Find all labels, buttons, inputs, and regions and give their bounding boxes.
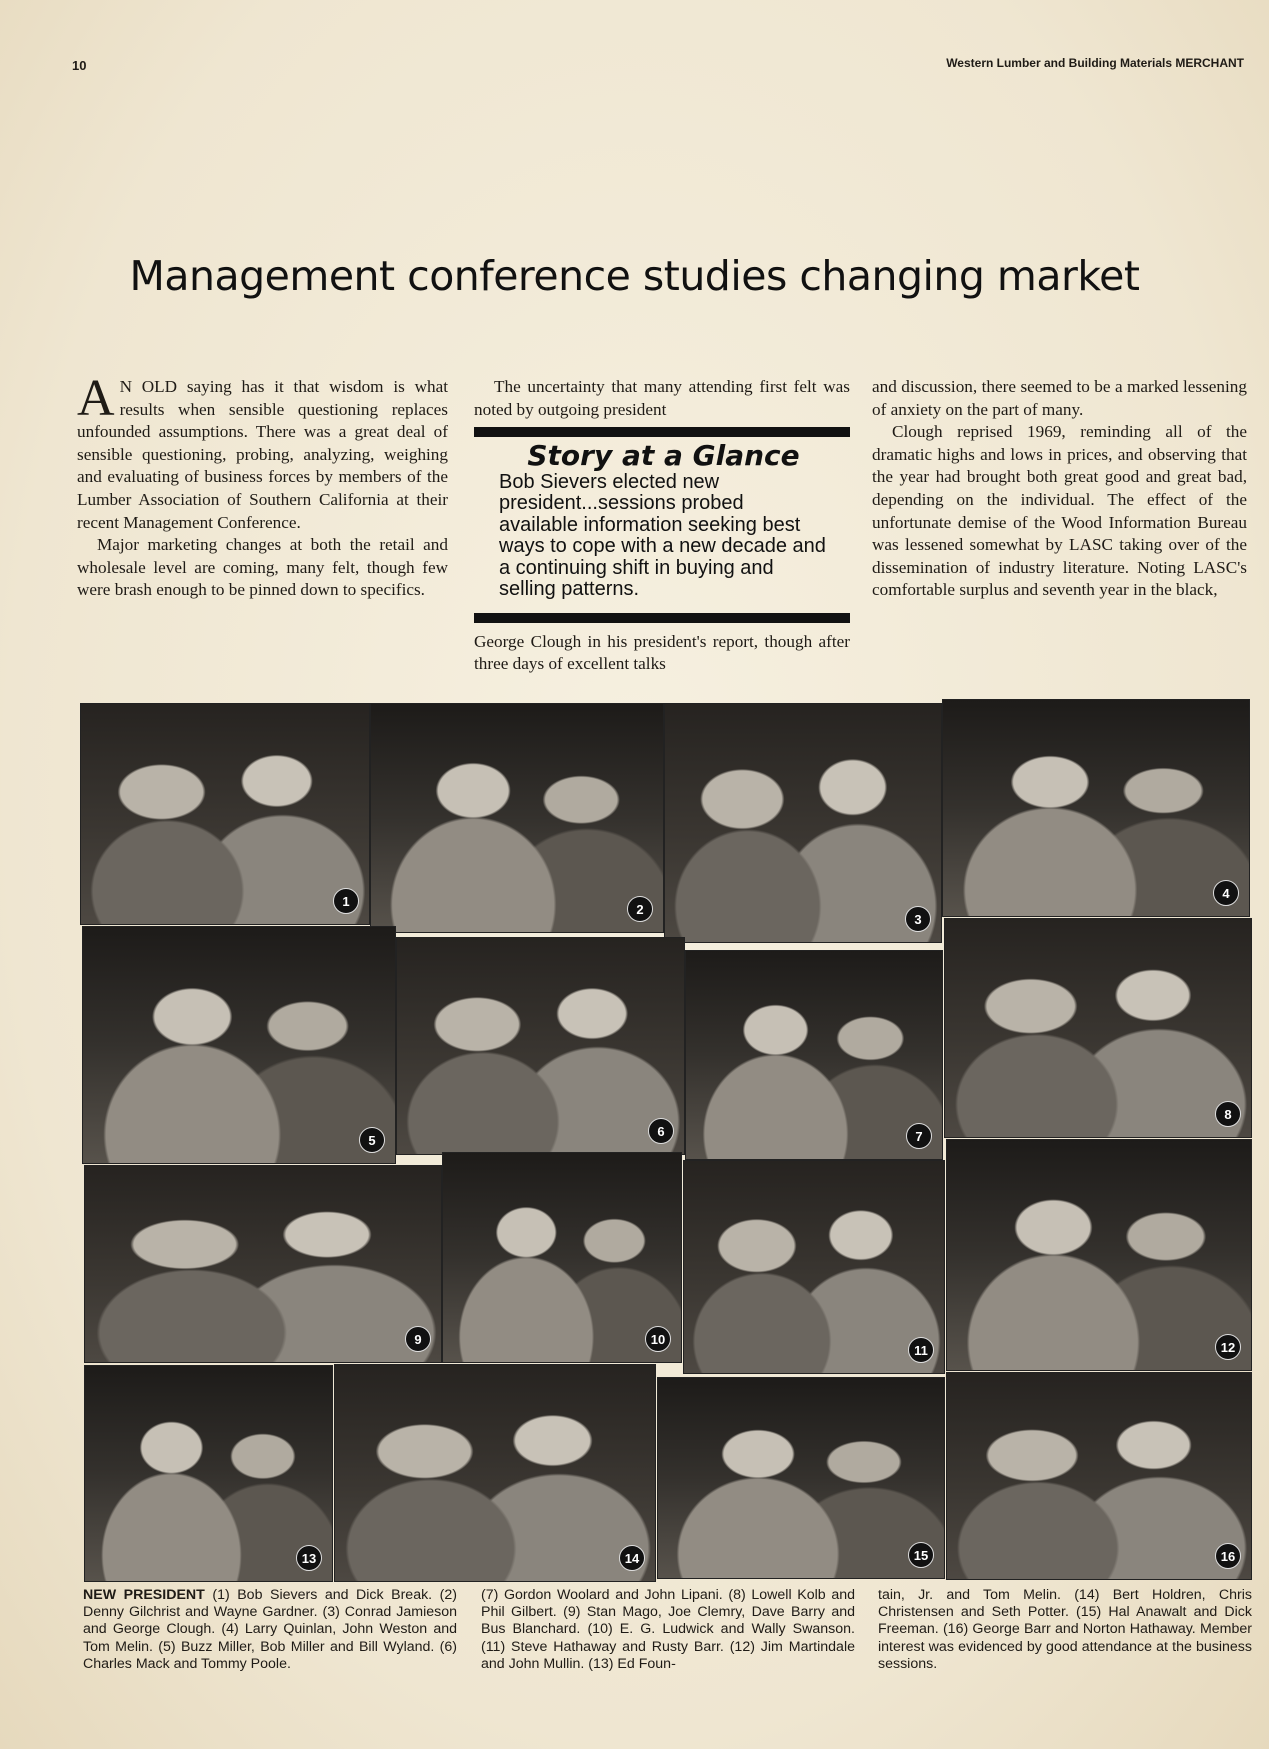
headline: Management conference studies changing market (129, 252, 1140, 300)
photo-3 (664, 703, 942, 943)
photo-number-badge: 15 (908, 1542, 934, 1568)
photo-16 (946, 1372, 1252, 1580)
photo-number-badge: 13 (296, 1545, 322, 1571)
photo-number-badge: 11 (908, 1337, 934, 1363)
article-paragraph: Clough reprised 1969, reminding all of the dramatic highs and lows in prices, and observing that the year had brought both great good and great bad, depending on the individual. The effect of the unfortunate demise of the Wood Information Bureau was lessened somewhat by LASC taking over of the dissemination of industry literature. Noting LASC's comfortable surplus and seventh year in the black, (872, 422, 1247, 600)
photo-number-badge: 2 (627, 896, 653, 922)
article-column-3 (872, 376, 1247, 602)
photo-13 (84, 1365, 333, 1582)
page-number: 10 (72, 58, 87, 73)
article-column-1 (77, 370, 448, 602)
photo-15 (657, 1377, 945, 1579)
drop-cap: A (77, 370, 115, 427)
photo-7 (685, 950, 943, 1160)
photo-number-badge: 1 (333, 888, 359, 914)
photo-number-badge: 7 (906, 1123, 932, 1149)
article-column-2 (474, 376, 850, 676)
photo-caption-column-2: (7) Gordon Woolard and John Lipani. (8) Lowell Kolb and Phil Gilbert. (9) Stan Mago, Joe Clemry, Dave Barry and Bus Blanchard. (10) E. G. Ludwick and Wally Swanson. (11) Steve Hathaway and Rusty Barr. (12) Jim Martindale and John Mullin. (13) Ed Foun- (481, 1587, 855, 1672)
article-paragraph: A N OLD saying has it that wisdom is what results when sensible questioning replaces unfounded assumptions. There was a great deal of sensible questioning, probing, analyzing, weighing and evaluating of business forces by members of the Lumber Association of Southern California at their recent Management Conference. (77, 370, 448, 532)
article-paragraph: George Clough in his president's report, though after three days of excellent talks (474, 631, 850, 674)
photo-number-badge: 9 (405, 1326, 431, 1352)
photo-number-badge: 8 (1215, 1101, 1241, 1127)
photo-number-badge: 14 (619, 1545, 645, 1571)
photo-10 (442, 1152, 682, 1363)
photo-number-badge: 6 (648, 1118, 674, 1144)
article-paragraph: Major marketing changes at both the retail and wholesale level are coming, many felt, though few were brash enough to be pinned down to specifics. (77, 535, 448, 600)
article-paragraph: The uncertainty that many attending first felt was noted by outgoing president (474, 377, 850, 419)
photo-1 (80, 703, 370, 925)
photo-4 (942, 699, 1250, 917)
photo-2 (370, 703, 664, 933)
photo-14 (334, 1364, 656, 1582)
article-paragraph: and discussion, there seemed to be a marked lessening of anxiety on the part of many. (872, 377, 1247, 419)
photo-caption-column-1: NEW PRESIDENT (1) Bob Sievers and Dick Break. (2) Denny Gilchrist and Wayne Gardner. (3) Conrad Jamieson and George Clough. (4) Larry Quinlan, John Weston and Tom Melin. (5) Buzz Miller, Bob Miller and Bill Wyland. (6) Charles Mack and Tommy Poole. (83, 1587, 457, 1672)
story-at-a-glance-box (474, 427, 850, 623)
photo-caption-column-3: tain, Jr. and Tom Melin. (14) Bert Holdren, Chris Christensen and Seth Potter. (15) Hal Anawalt and Dick Freeman. (16) George Barr and Norton Hathaway. Member interest was evidenced by good attendance at the business sessions. (878, 1587, 1252, 1672)
photo-number-badge: 4 (1213, 880, 1239, 906)
photo-5 (82, 926, 396, 1164)
photo-9 (84, 1165, 442, 1363)
publication-title: Western Lumber and Building Materials MERCHANT (946, 56, 1244, 70)
photo-12 (946, 1139, 1252, 1371)
photo-number-badge: 3 (905, 906, 931, 932)
photo-number-badge: 5 (359, 1127, 385, 1153)
photo-number-badge: 16 (1215, 1543, 1241, 1569)
photo-6 (396, 937, 685, 1155)
photo-11 (683, 1160, 945, 1374)
photo-number-badge: 10 (645, 1326, 671, 1352)
glance-body: Bob Sievers elected new president...sessions probed available information seeking best ways to cope with a new decade and a continuing shift in buying and selling patterns. (499, 470, 826, 601)
caption-lead: NEW PRESIDENT (83, 1587, 205, 1603)
photo-number-badge: 12 (1215, 1334, 1241, 1360)
photo-8 (944, 918, 1252, 1138)
glance-title: Story at a Glance (527, 439, 800, 473)
